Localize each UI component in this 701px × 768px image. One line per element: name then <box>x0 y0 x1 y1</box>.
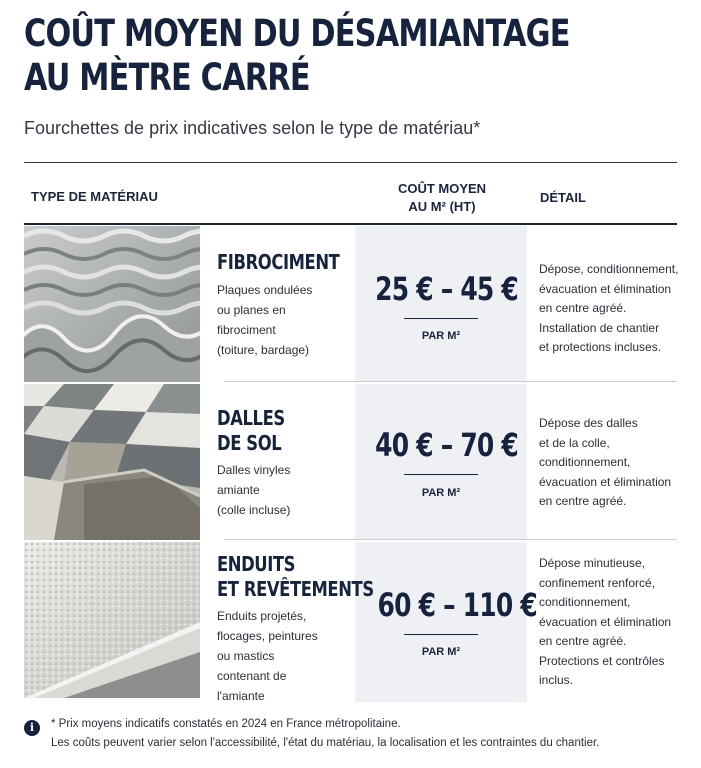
detail-line: Dépose des dalles <box>539 416 638 430</box>
detail-text <box>539 260 679 358</box>
detail-line: Dépose minutieuse, <box>539 556 646 570</box>
detail-line: évacuation et élimination <box>539 614 672 629</box>
table-row-dalles-de-sol <box>24 384 677 540</box>
material-name-line: DALLES <box>217 406 285 430</box>
header-divider <box>24 223 677 225</box>
detail-line: Installation de chantier <box>539 320 660 335</box>
description-line: flocages, peintures <box>217 629 318 643</box>
material-name <box>217 406 285 456</box>
column-header-cost <box>357 180 527 216</box>
price-divider <box>404 474 478 475</box>
detail-line: conditionnement, <box>539 455 631 469</box>
footnote-line-2: Les coûts peuvent varier selon l'accessibilité, l'état du matériau, la localisation et les contraintes du chantier. <box>51 737 600 749</box>
detail-line: évacuation et élimination <box>539 281 672 296</box>
page-title <box>24 12 570 100</box>
detail-line: Protections et contrôles <box>539 653 665 668</box>
detail-line: confinement renforcé, <box>539 575 656 590</box>
description-line: Enduits projetés, <box>217 609 307 623</box>
price-unit: PAR M² <box>421 487 461 499</box>
price-range <box>355 270 527 308</box>
detail-line: et de la colle, <box>539 435 610 450</box>
table-row-enduits <box>24 542 677 702</box>
material-name-line: ET REVÊTEMENTS <box>217 577 374 601</box>
price-divider <box>404 634 478 635</box>
material-name <box>217 250 339 275</box>
detail-line: en centre agréé. <box>539 494 627 508</box>
description-line: ou planes en <box>217 303 286 317</box>
row-divider <box>224 381 677 382</box>
description-line: (colle incluse) <box>217 503 291 517</box>
column-header-cost-line-1: COÛT MOYEN <box>397 181 487 196</box>
material-description <box>217 606 342 706</box>
description-line: ou mastics <box>217 649 275 663</box>
detail-line: évacuation et élimination <box>539 474 672 489</box>
page-subtitle: Fourchettes de prix indicatives selon le type de matériau* <box>24 118 481 138</box>
price-range-text: 60 € – 110 € <box>377 586 537 624</box>
description-line: Plaques ondulées <box>217 283 313 297</box>
price-range-text: 40 € – 70 € <box>375 426 519 464</box>
detail-line: inclus. <box>539 673 574 687</box>
detail-line: et protections incluses. <box>539 340 662 354</box>
description-line: (toiture, bardage) <box>217 343 310 357</box>
material-name-line: DE SOL <box>217 431 282 455</box>
detail-text <box>539 554 679 691</box>
footnote-line-1: * Prix moyens indicatifs constatés en 2024 en France métropolitaine. <box>51 718 401 730</box>
price-divider <box>404 318 478 319</box>
price-range-text: 25 € – 45 € <box>375 270 519 308</box>
price-range <box>355 586 537 624</box>
price-range <box>355 426 527 464</box>
title-line-1: COÛT MOYEN DU DÉSAMIANTAGE <box>24 12 570 55</box>
material-description <box>217 460 342 520</box>
detail-line: conditionnement, <box>539 595 631 609</box>
material-name-line: FIBROCIMENT <box>217 250 340 274</box>
price-unit: PAR M² <box>421 646 461 658</box>
column-header-cost-line-2: AU M² (HT) <box>408 199 476 214</box>
title-line-2: AU MÈTRE CARRÉ <box>24 56 310 99</box>
description-line: Dalles vinyles <box>217 463 291 477</box>
floor-tiles-image <box>24 384 200 540</box>
row-divider <box>224 539 677 540</box>
detail-line: en centre agréé. <box>539 301 627 315</box>
material-description <box>217 280 342 360</box>
description-line: amiante <box>217 483 260 497</box>
info-icon: i <box>24 720 40 736</box>
material-name-line: ENDUITS <box>217 552 296 576</box>
description-line: fibrociment <box>217 323 276 337</box>
detail-line: Dépose, conditionnement, <box>539 262 679 276</box>
top-divider <box>24 162 677 163</box>
column-header-type: TYPE DE MATÉRIAU <box>31 189 158 204</box>
table-row-fibrociment <box>24 226 677 382</box>
description-line: l'amiante <box>217 689 265 703</box>
detail-text <box>539 414 679 512</box>
detail-line: en centre agréé. <box>539 634 627 648</box>
fibrociment-image <box>24 226 200 382</box>
column-header-detail: DÉTAIL <box>540 190 586 205</box>
price-unit: PAR M² <box>421 330 461 342</box>
material-name <box>217 552 374 602</box>
description-line: contenant de <box>217 669 287 683</box>
coating-image <box>24 542 200 698</box>
